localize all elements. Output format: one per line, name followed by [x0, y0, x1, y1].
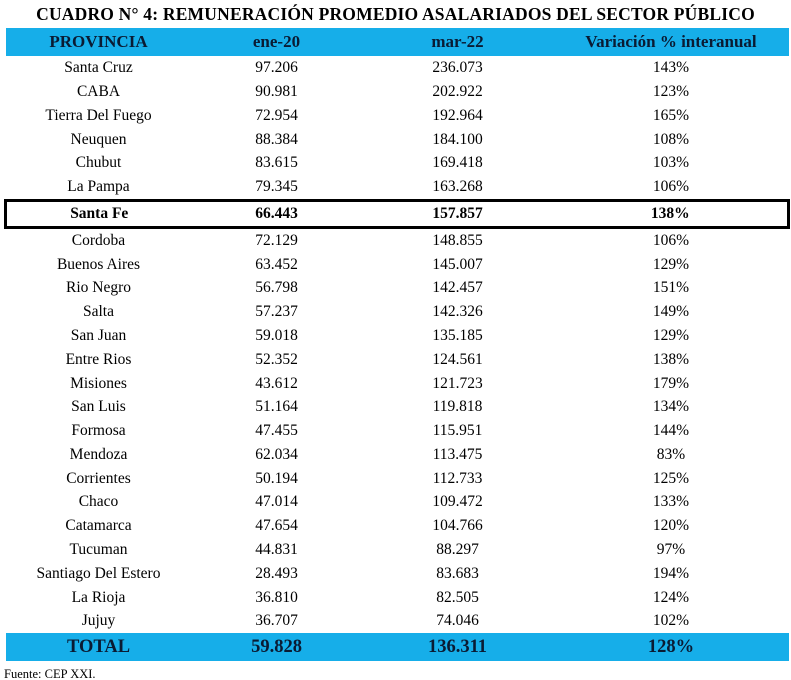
- table-row: [6, 324, 789, 348]
- cell-variacion: 194%: [652, 564, 690, 582]
- cell-ene20: 97.206: [255, 59, 298, 77]
- cell-variacion: 97%: [656, 541, 686, 559]
- table-row: [6, 538, 789, 562]
- table-footer: [6, 633, 789, 661]
- table-header: [6, 28, 789, 56]
- cell-variacion: 125%: [652, 469, 690, 487]
- cell-variacion: 151%: [652, 279, 690, 297]
- header-row: [6, 28, 789, 56]
- cell-ene20: 72.954: [255, 106, 298, 124]
- cell-mar22: 169.418: [432, 154, 483, 172]
- cell-ene20: 52.352: [255, 350, 298, 368]
- cell-variacion: 133%: [652, 493, 690, 511]
- cell-provincia: Santa Fe: [70, 204, 129, 222]
- cell-provincia: Formosa: [71, 422, 126, 440]
- cell-ene20: 44.831: [255, 541, 298, 559]
- cell-ene20: 50.194: [255, 469, 298, 487]
- table-row: [6, 151, 789, 175]
- cell-ene20: 28.493: [255, 564, 298, 582]
- cell-mar22: 82.505: [436, 588, 479, 606]
- remuneration-table: [4, 28, 790, 661]
- cell-mar22: 109.472: [432, 493, 483, 511]
- cell-mar22: 121.723: [432, 374, 483, 392]
- cell-mar22: 88.297: [436, 541, 479, 559]
- cell-variacion: 124%: [652, 588, 690, 606]
- total-label: TOTAL: [6, 633, 192, 661]
- table-row: [6, 252, 789, 276]
- cell-mar22: 135.185: [432, 326, 483, 344]
- table-row: [6, 490, 789, 514]
- table-row: [6, 395, 789, 419]
- cell-provincia: Tierra Del Fuego: [45, 106, 152, 124]
- cell-provincia: Buenos Aires: [56, 255, 141, 273]
- table-row: [6, 586, 789, 610]
- cell-ene20: 83.615: [255, 154, 298, 172]
- cell-variacion: 83%: [656, 445, 686, 463]
- cell-provincia: Corrientes: [66, 469, 131, 487]
- table-row: [6, 443, 789, 467]
- table-row: [6, 227, 789, 252]
- cell-mar22: 145.007: [432, 255, 483, 273]
- cell-provincia: Chaco: [78, 493, 119, 511]
- table-row: [6, 56, 789, 80]
- cell-ene20: 72.129: [255, 231, 298, 249]
- cell-ene20: 47.654: [255, 517, 298, 535]
- table-row: [6, 200, 789, 227]
- cell-mar22: 83.683: [436, 564, 479, 582]
- cell-variacion: 129%: [652, 255, 690, 273]
- total-variacion: 128%: [554, 633, 789, 661]
- cell-variacion: 138%: [652, 350, 690, 368]
- total-row: [6, 633, 789, 661]
- cell-variacion: 165%: [652, 106, 690, 124]
- cell-ene20: 36.707: [255, 612, 298, 630]
- table-row: [6, 175, 789, 200]
- table-row: [6, 562, 789, 586]
- cell-provincia: Misiones: [70, 374, 127, 392]
- table-row: [6, 371, 789, 395]
- cell-ene20: 56.798: [255, 279, 298, 297]
- cell-ene20: 66.443: [255, 204, 298, 222]
- cell-provincia: Catamarca: [65, 517, 132, 535]
- cell-provincia: La Pampa: [67, 178, 130, 196]
- cell-variacion: 123%: [652, 82, 690, 100]
- cell-provincia: Tucuman: [69, 541, 128, 559]
- cell-mar22: 115.951: [432, 422, 483, 440]
- cell-ene20: 90.981: [255, 82, 298, 100]
- table-row: [6, 419, 789, 443]
- cell-ene20: 59.018: [255, 326, 298, 344]
- cell-provincia: Salta: [83, 303, 114, 321]
- cell-provincia: Neuquen: [70, 130, 127, 148]
- cell-ene20: 63.452: [255, 255, 298, 273]
- cell-mar22: 142.457: [432, 279, 483, 297]
- table-row: [6, 467, 789, 491]
- cell-provincia: Chubut: [75, 154, 122, 172]
- cell-mar22: 74.046: [436, 612, 479, 630]
- cell-variacion: 106%: [652, 178, 690, 196]
- cell-variacion: 143%: [652, 59, 690, 77]
- cell-mar22: 112.733: [432, 469, 483, 487]
- cell-ene20: 88.384: [255, 130, 298, 148]
- cell-mar22: 119.818: [432, 398, 483, 416]
- cell-provincia: Entre Rios: [65, 350, 132, 368]
- cell-mar22: 142.326: [432, 303, 483, 321]
- table-row: [6, 80, 789, 104]
- cell-provincia: Rio Negro: [65, 279, 131, 297]
- cell-ene20: 36.810: [255, 588, 298, 606]
- cell-variacion: 106%: [652, 231, 690, 249]
- cell-mar22: 202.922: [432, 82, 483, 100]
- cell-provincia: San Luis: [71, 398, 126, 416]
- cell-variacion: 120%: [652, 517, 690, 535]
- header-ene-20: ene-20: [192, 28, 362, 56]
- table-row: [6, 104, 789, 128]
- cell-variacion: 108%: [652, 130, 690, 148]
- header-variacion: Variación % interanual: [554, 28, 789, 56]
- cell-mar22: 236.073: [432, 59, 483, 77]
- table-row: [6, 609, 789, 633]
- cell-provincia: Santiago Del Estero: [36, 564, 161, 582]
- cell-variacion: 138%: [650, 204, 690, 222]
- cell-mar22: 124.561: [432, 350, 483, 368]
- cell-ene20: 62.034: [255, 445, 298, 463]
- cell-variacion: 103%: [652, 154, 690, 172]
- cell-mar22: 148.855: [432, 231, 483, 249]
- cell-provincia: San Juan: [70, 326, 127, 344]
- cell-ene20: 43.612: [255, 374, 298, 392]
- cell-provincia: La Rioja: [71, 588, 126, 606]
- cell-variacion: 179%: [652, 374, 690, 392]
- cell-ene20: 57.237: [255, 303, 298, 321]
- cell-mar22: 157.857: [432, 204, 483, 222]
- table-row: [6, 300, 789, 324]
- table-row: [6, 127, 789, 151]
- cell-variacion: 129%: [652, 326, 690, 344]
- header-mar-22: mar-22: [362, 28, 554, 56]
- cell-ene20: 79.345: [255, 178, 298, 196]
- total-ene-20: 59.828: [192, 633, 362, 661]
- cell-ene20: 47.014: [255, 493, 298, 511]
- cell-provincia: Mendoza: [69, 445, 128, 463]
- cell-ene20: 51.164: [255, 398, 298, 416]
- cell-variacion: 149%: [652, 303, 690, 321]
- cell-provincia: Jujuy: [81, 612, 116, 630]
- cell-mar22: 184.100: [432, 130, 483, 148]
- cell-mar22: 104.766: [432, 517, 483, 535]
- table-row: [6, 276, 789, 300]
- cell-provincia: Santa Cruz: [64, 59, 133, 77]
- cell-variacion: 134%: [652, 398, 690, 416]
- total-mar-22: 136.311: [362, 633, 554, 661]
- cell-mar22: 192.964: [432, 106, 483, 124]
- source-note: Fuente: CEP XXI.: [4, 667, 96, 680]
- table-row: [6, 514, 789, 538]
- table-row: [6, 348, 789, 372]
- cell-mar22: 163.268: [432, 178, 483, 196]
- cell-variacion: 144%: [652, 422, 690, 440]
- table-body: [6, 56, 789, 633]
- cell-provincia: Cordoba: [71, 231, 126, 249]
- table-title: CUADRO N° 4: REMUNERACIÓN PROMEDIO ASALARIADOS DEL SECTOR PÚBLICO: [36, 4, 755, 24]
- cell-ene20: 47.455: [255, 422, 298, 440]
- cell-provincia: CABA: [76, 82, 121, 100]
- cell-mar22: 113.475: [432, 445, 483, 463]
- header-provincia: PROVINCIA: [6, 28, 192, 56]
- cell-variacion: 102%: [652, 612, 690, 630]
